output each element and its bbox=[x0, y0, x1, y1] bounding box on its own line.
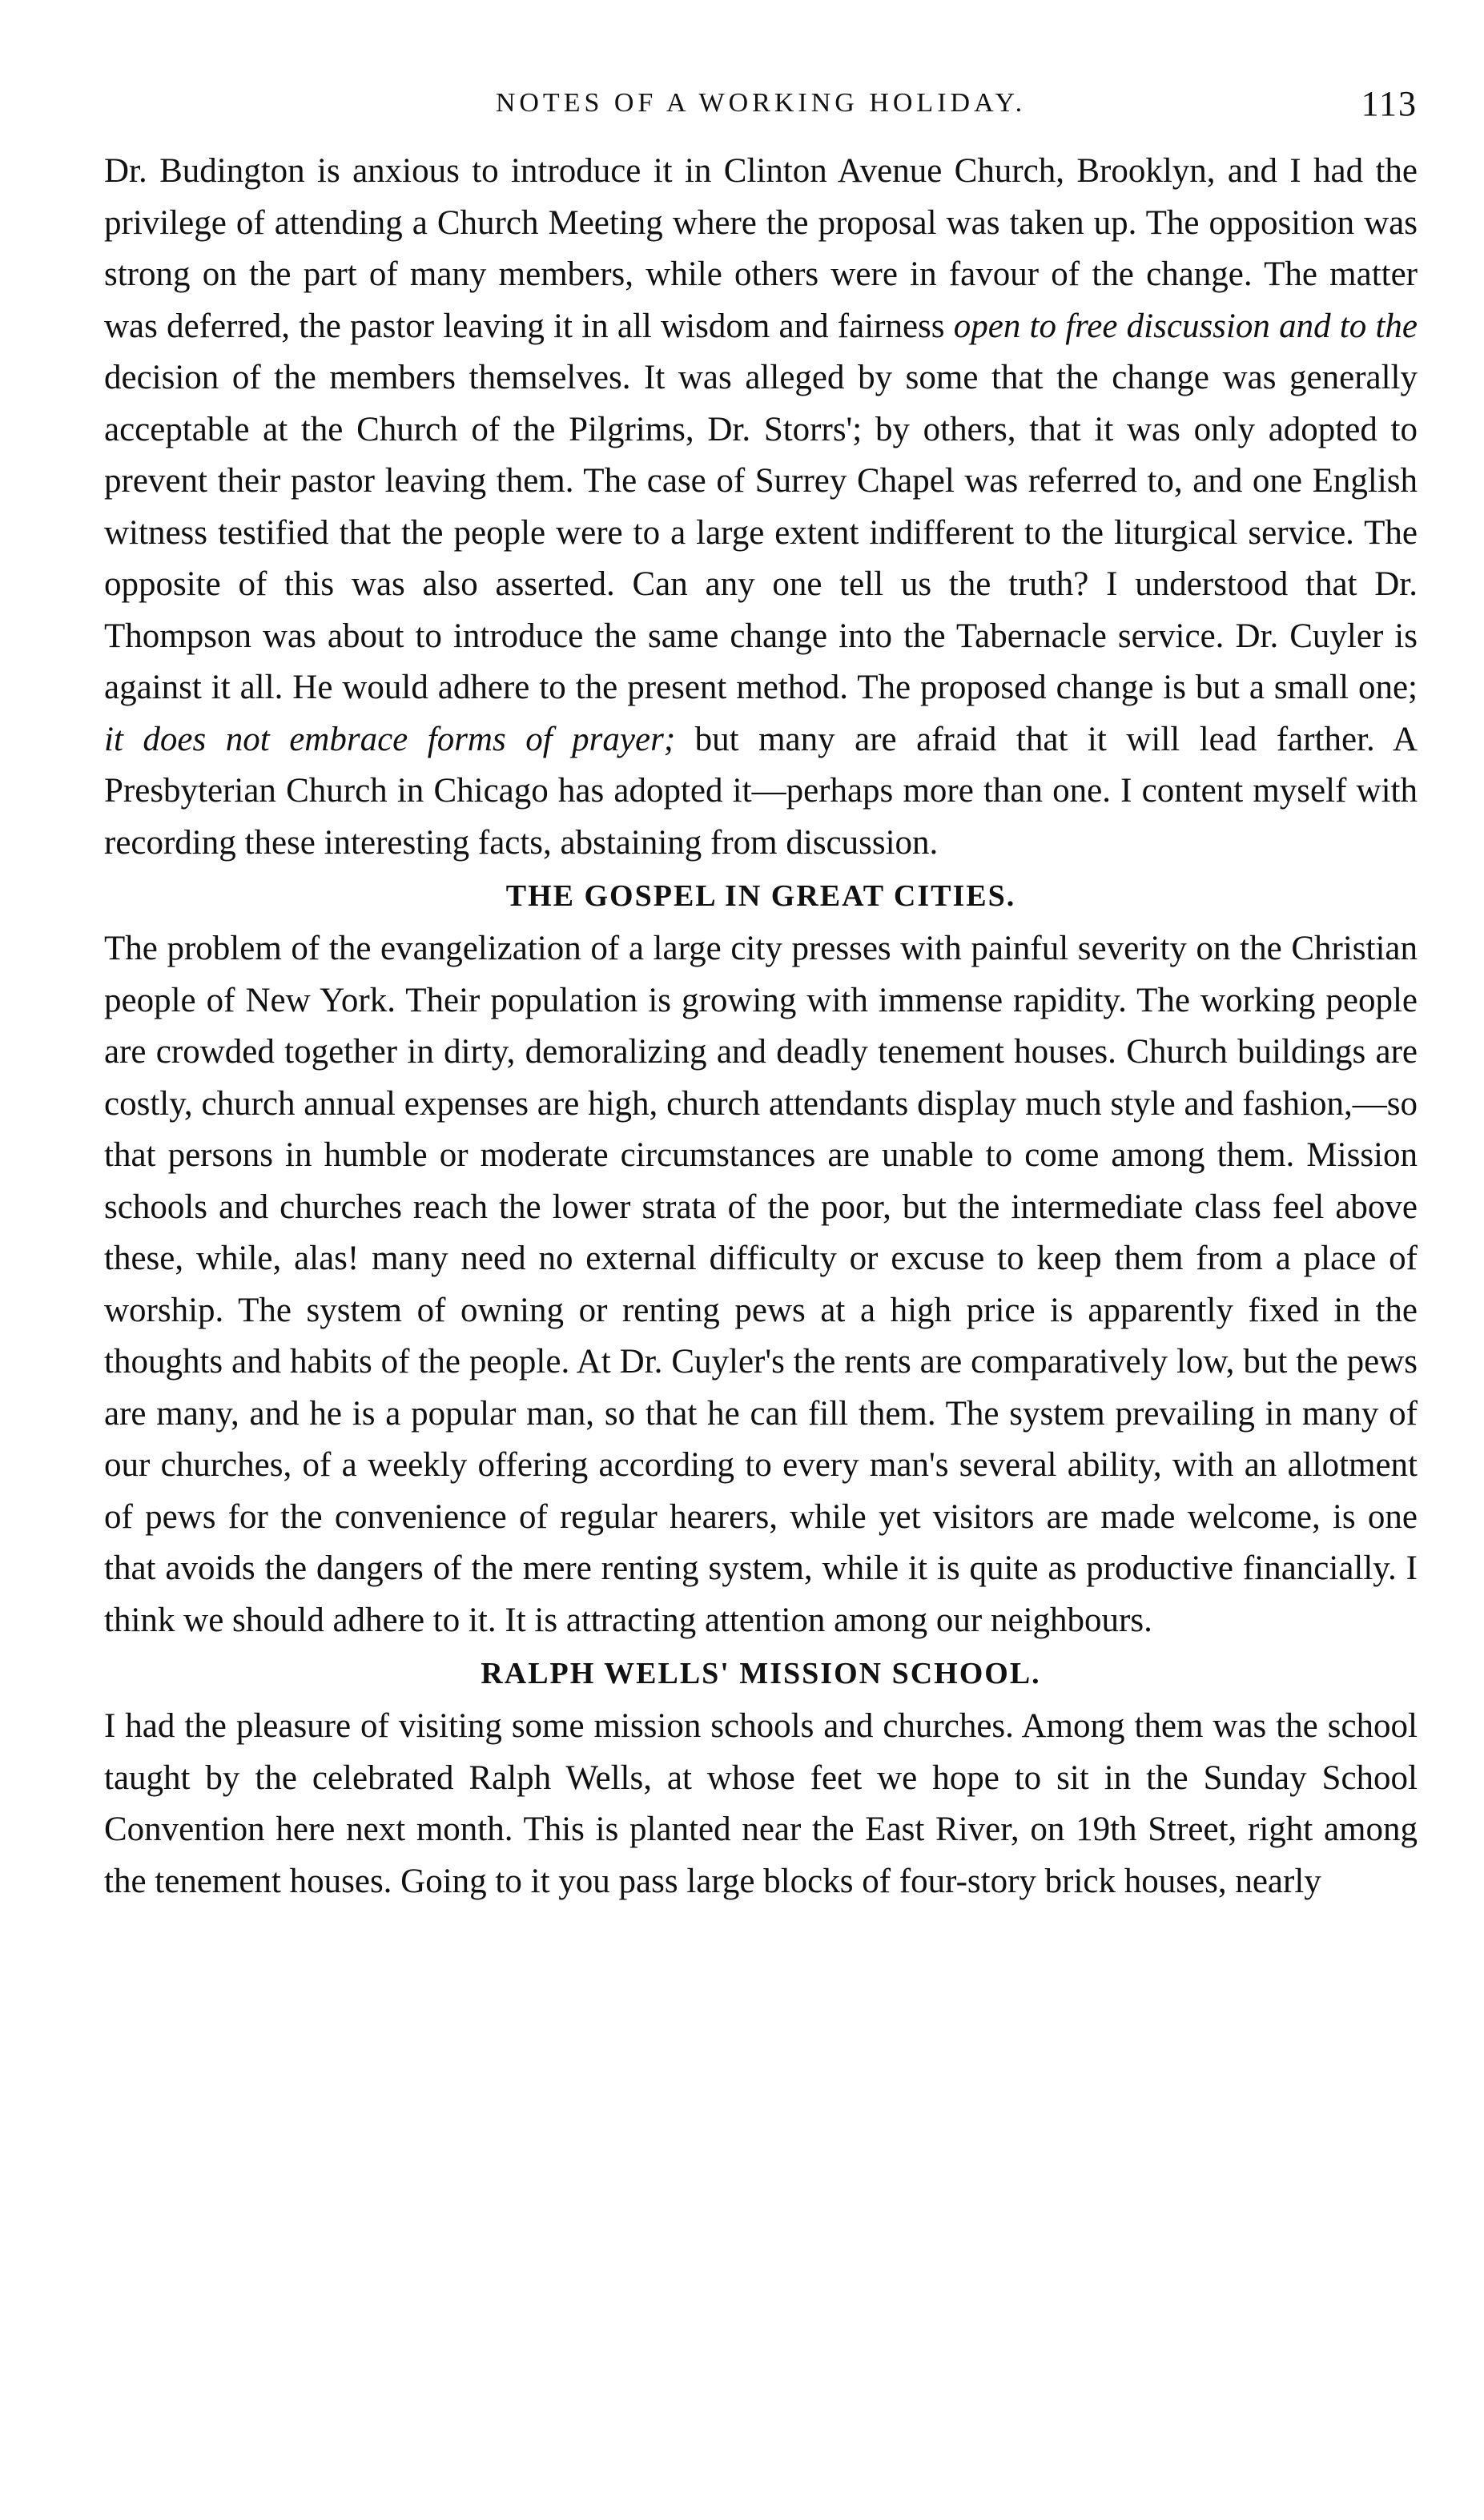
page-number: 113 bbox=[1361, 84, 1418, 123]
book-page bbox=[104, 72, 1418, 1907]
italic-phrase: open to free discussion and to the bbox=[953, 307, 1418, 345]
section-paragraph-ralph-wells: I had the pleasure of visiting some mission schools and churches. Among them was the school taught by the celebrated Ralph Wells, at whose feet we hope to sit in the Sunday School Convention here next month. This is planted near the East River, on 19th Street, right among the tenement houses. Going to it you pass large blocks of four-story brick houses, nearly bbox=[104, 1707, 1418, 1900]
section-paragraph-gospel: The problem of the evangelization of a large city presses with painful severity on the Christian people of New York. Their population is growing with immense rapidity. The working people are crowded together in dirty, demoralizing and deadly tenement houses. Church buildings are costly, church annual expenses are high, church attendants display much style and fashion,—so that persons in humble or moderate circumstances are unable to come among them. Mission schools and churches reach the lower strata of the poor, but the intermediate class feel above these, while, alas! many need no external difficulty or excuse to keep them from a place of worship. The system of owning or renting pews at a high price is apparently fixed in the thoughts and habits of the people. At Dr. Cuyler's the rents are comparatively low, but the pews are many, and he is a popular man, so that he can fill them. The system prevailing in many of our churches, of a weekly offering according to every man's several ability, with an allotment of pews for the convenience of regular hearers, while yet visitors are made welcome, is one that avoids the dangers of the mere renting system, while it is quite as productive financially. I think we should adhere to it. It is attracting attention among our neighbours. bbox=[104, 930, 1418, 1639]
paragraph-text: but many are afraid that it will lead farther. A Presbyterian Church in Chicago has adopted it—perhaps more than one. I content myself with recording these interesting facts, abstaining from discussion. bbox=[104, 720, 1418, 862]
body-text bbox=[104, 146, 1418, 1907]
section-heading-ralph-wells-mission-school: RALPH WELLS' MISSION SCHOOL. bbox=[481, 1657, 1041, 1690]
running-header bbox=[104, 72, 1418, 128]
paragraph-text: decision of the members themselves. It was alleged by some that the change was generally acceptable at the Church of the Pilgrims, Dr. Storrs'; by others, that it was only adopted to prevent their pastor leaving them. The case of Surrey Chapel was referred to, and one English witness testified that the people were to a large extent indifferent to the liturgical service. The opposite of this was also asserted. Can any one tell us the truth? I understood that Dr. Thompson was about to introduce the same change into the Tabernacle service. Dr. Cuyler is against it all. He would adhere to the present method. The proposed change is but a small one; bbox=[104, 359, 1418, 706]
paragraph-text: Dr. Budington is anxious to introduce it in Clinton Avenue Church, Brooklyn, and I had the privilege of attending a Church Meeting where the proposal was taken up. The opposition was strong on the part of many members, while others were in favour of the change. The matter was deferred, the pastor leaving it in all wisdom and fairness bbox=[104, 152, 1418, 345]
paragraph-continued bbox=[104, 146, 1418, 869]
italic-phrase: it does not embrace forms of prayer; bbox=[104, 720, 676, 758]
running-title: NOTES OF A WORKING HOLIDAY. bbox=[495, 88, 1027, 118]
section-heading-gospel-in-great-cities: THE GOSPEL IN GREAT CITIES. bbox=[505, 879, 1016, 913]
